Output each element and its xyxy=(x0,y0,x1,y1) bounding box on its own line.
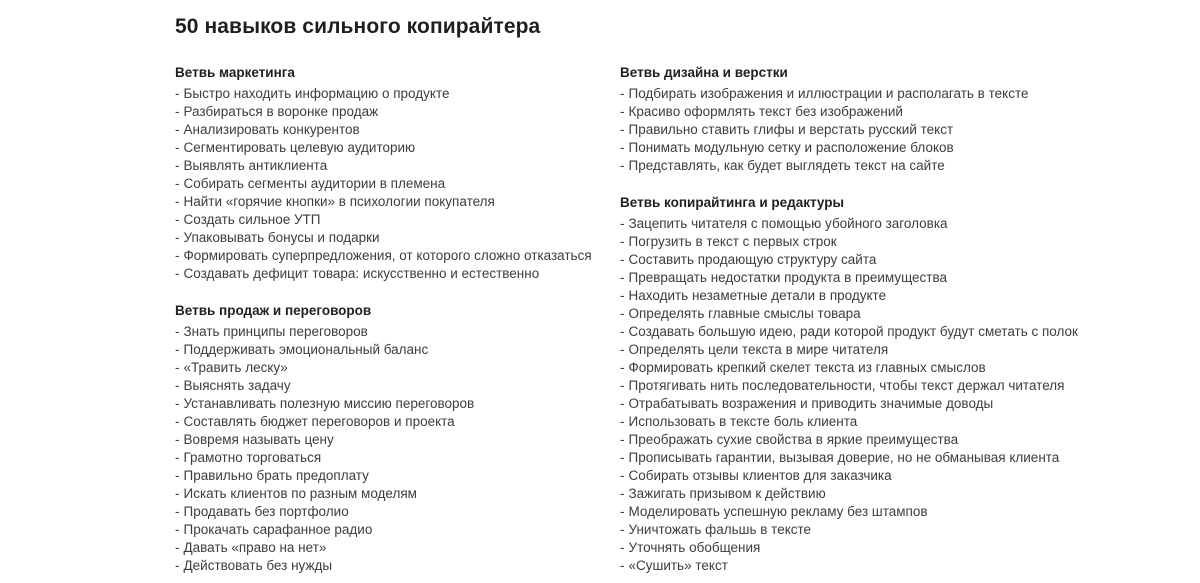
skill-item xyxy=(620,85,1180,103)
list-dash-marker: - xyxy=(620,216,625,231)
skill-item xyxy=(175,211,620,229)
skill-item xyxy=(175,485,620,503)
list-dash-marker: - xyxy=(175,522,180,537)
list-dash-marker: - xyxy=(620,324,625,339)
skill-item-text: Правильно брать предоплату xyxy=(183,468,369,483)
list-dash-marker: - xyxy=(620,270,625,285)
skill-item-text: Создавать дефицит товара: искусственно и естественно xyxy=(183,266,540,281)
skill-item-text: Выяснять задачу xyxy=(183,378,291,393)
skill-item xyxy=(175,449,620,467)
list-dash-marker: - xyxy=(175,248,180,263)
list-dash-marker: - xyxy=(620,104,625,119)
skill-item xyxy=(620,269,1180,287)
list-dash-marker: - xyxy=(620,450,625,465)
skill-item xyxy=(620,395,1180,413)
skill-item xyxy=(175,521,620,539)
skill-section xyxy=(175,65,620,283)
list-dash-marker: - xyxy=(620,288,625,303)
list-dash-marker: - xyxy=(620,86,625,101)
list-dash-marker: - xyxy=(620,486,625,501)
list-dash-marker: - xyxy=(175,230,180,245)
skill-item xyxy=(175,175,620,193)
skill-item-text: Поддерживать эмоциональный баланс xyxy=(183,342,429,357)
skill-item-text: «Травить леску» xyxy=(183,360,288,375)
list-dash-marker: - xyxy=(175,122,180,137)
skill-item-text: Правильно ставить глифы и верстать русский текст xyxy=(628,122,954,137)
skill-item-text: Формировать крепкий скелет текста из главных смыслов xyxy=(628,360,986,375)
skill-item-text: Определять главные смыслы товара xyxy=(628,306,861,321)
list-dash-marker: - xyxy=(175,468,180,483)
skill-item xyxy=(620,233,1180,251)
skill-item xyxy=(620,157,1180,175)
skill-item xyxy=(175,157,620,175)
skill-item xyxy=(175,193,620,211)
list-dash-marker: - xyxy=(175,504,180,519)
skill-section xyxy=(620,195,1180,575)
list-dash-marker: - xyxy=(175,86,180,101)
skill-item xyxy=(620,449,1180,467)
skill-item-text: Преображать сухие свойства в яркие преимущества xyxy=(628,432,959,447)
list-dash-marker: - xyxy=(175,342,180,357)
list-dash-marker: - xyxy=(175,378,180,393)
list-dash-marker: - xyxy=(620,234,625,249)
skill-item xyxy=(175,557,620,575)
list-dash-marker: - xyxy=(620,396,625,411)
skill-item-text: Действовать без нужды xyxy=(183,558,333,573)
list-dash-marker: - xyxy=(620,558,625,573)
skill-item-text: Превращать недостатки продукта в преимущества xyxy=(628,270,948,285)
skill-item xyxy=(620,139,1180,157)
skill-item xyxy=(175,323,620,341)
list-dash-marker: - xyxy=(620,522,625,537)
skill-item xyxy=(620,467,1180,485)
skill-item xyxy=(175,341,620,359)
skill-item xyxy=(620,359,1180,377)
skill-item-text: Вовремя называть цену xyxy=(183,432,334,447)
skill-item xyxy=(620,121,1180,139)
skill-item xyxy=(620,485,1180,503)
skill-list xyxy=(175,85,620,283)
columns-container xyxy=(175,65,1200,575)
skill-item xyxy=(175,103,620,121)
skill-item-text: Составлять бюджет переговоров и проекта xyxy=(183,414,455,429)
list-dash-marker: - xyxy=(175,266,180,281)
skill-item-text: Создавать большую идею, ради которой продукт будут сметать с полок xyxy=(628,324,1078,339)
skill-item-text: Протягивать нить последовательности, чтобы текст держал читателя xyxy=(628,378,1065,393)
column-right xyxy=(620,65,1180,575)
skill-item xyxy=(175,229,620,247)
list-dash-marker: - xyxy=(620,540,625,555)
skill-item xyxy=(620,539,1180,557)
skill-item-text: Прописывать гарантии, вызывая доверие, но не обманывая клиента xyxy=(628,450,1060,465)
skill-section xyxy=(620,65,1180,175)
skill-item-text: Составить продающую структуру сайта xyxy=(628,252,877,267)
section-heading: Ветвь продаж и переговоров xyxy=(175,303,372,318)
section-heading: Ветвь дизайна и верстки xyxy=(620,65,788,80)
list-dash-marker: - xyxy=(175,176,180,191)
section-heading: Ветвь копирайтинга и редактуры xyxy=(620,195,845,210)
skill-item xyxy=(175,431,620,449)
skill-item-text: Зажигать призывом к действию xyxy=(628,486,826,501)
list-dash-marker: - xyxy=(175,104,180,119)
skill-item xyxy=(175,139,620,157)
skill-item xyxy=(620,323,1180,341)
list-dash-marker: - xyxy=(620,468,625,483)
skill-item xyxy=(620,305,1180,323)
list-dash-marker: - xyxy=(175,324,180,339)
list-dash-marker: - xyxy=(620,140,625,155)
skill-section xyxy=(175,303,620,575)
skill-list xyxy=(175,323,620,575)
skill-item-text: Собирать сегменты аудитории в племена xyxy=(183,176,446,191)
column-left xyxy=(175,65,620,575)
list-dash-marker: - xyxy=(620,414,625,429)
skill-item xyxy=(175,503,620,521)
skill-item xyxy=(620,503,1180,521)
skill-item xyxy=(620,521,1180,539)
skill-item xyxy=(175,467,620,485)
skill-item-text: Находить незаметные детали в продукте xyxy=(628,288,887,303)
list-dash-marker: - xyxy=(620,122,625,137)
skill-item-text: Выявлять антиклиента xyxy=(183,158,328,173)
list-dash-marker: - xyxy=(175,212,180,227)
list-dash-marker: - xyxy=(175,396,180,411)
skill-item-text: Продавать без портфолио xyxy=(183,504,349,519)
skill-item-text: Отрабатывать возражения и приводить значимые доводы xyxy=(628,396,994,411)
skill-item-text: Найти «горячие кнопки» в психологии покупателя xyxy=(183,194,495,209)
skill-item xyxy=(620,431,1180,449)
skill-list xyxy=(620,85,1180,175)
list-dash-marker: - xyxy=(620,432,625,447)
skill-item xyxy=(620,251,1180,269)
list-dash-marker: - xyxy=(620,158,625,173)
skill-list xyxy=(620,215,1180,575)
list-dash-marker: - xyxy=(620,378,625,393)
skill-item xyxy=(175,247,620,265)
skill-item-text: Определять цели текста в мире читателя xyxy=(628,342,889,357)
list-dash-marker: - xyxy=(175,414,180,429)
list-dash-marker: - xyxy=(620,504,625,519)
skill-item xyxy=(620,287,1180,305)
list-dash-marker: - xyxy=(175,158,180,173)
skill-item-text: Устанавливать полезную миссию переговоров xyxy=(183,396,475,411)
skill-item-text: Знать принципы переговоров xyxy=(183,324,368,339)
skill-item-text: Прокачать сарафанное радио xyxy=(183,522,373,537)
page-title: 50 навыков сильного копирайтера xyxy=(175,15,541,38)
skill-item xyxy=(620,103,1180,121)
skill-item xyxy=(175,539,620,557)
skill-item xyxy=(620,341,1180,359)
skill-item-text: Разбираться в воронке продаж xyxy=(183,104,379,119)
section-heading: Ветвь маркетинга xyxy=(175,65,295,80)
skill-item xyxy=(175,85,620,103)
list-dash-marker: - xyxy=(175,450,180,465)
skill-item-text: Грамотно торговаться xyxy=(183,450,322,465)
skill-item-text: Формировать суперпредложения, от которого сложно отказаться xyxy=(183,248,592,263)
list-dash-marker: - xyxy=(175,432,180,447)
skill-item-text: Сегментировать целевую аудиторию xyxy=(183,140,416,155)
list-dash-marker: - xyxy=(175,558,180,573)
list-dash-marker: - xyxy=(620,306,625,321)
skill-item-text: Создать сильное УТП xyxy=(183,212,321,227)
list-dash-marker: - xyxy=(175,140,180,155)
skill-item-text: Представлять, как будет выглядеть текст на сайте xyxy=(628,158,945,173)
list-dash-marker: - xyxy=(175,486,180,501)
skill-item-text: Анализировать конкурентов xyxy=(183,122,360,137)
skill-item xyxy=(620,377,1180,395)
skill-item-text: Уничтожать фальшь в тексте xyxy=(628,522,812,537)
list-dash-marker: - xyxy=(620,360,625,375)
skill-item-text: Понимать модульную сетку и расположение блоков xyxy=(628,140,954,155)
skill-item-text: Упаковывать бонусы и подарки xyxy=(183,230,380,245)
skill-item xyxy=(175,265,620,283)
skill-item-text: Использовать в тексте боль клиента xyxy=(628,414,858,429)
skill-item xyxy=(175,413,620,431)
skill-item xyxy=(620,413,1180,431)
skill-item-text: Подбирать изображения и иллюстрации и располагать в тексте xyxy=(628,86,1029,101)
skill-item-text: «Сушить» текст xyxy=(628,558,728,573)
skill-item-text: Зацепить читателя с помощью убойного заголовка xyxy=(628,216,948,231)
skill-item xyxy=(620,557,1180,575)
skill-item-text: Погрузить в текст с первых строк xyxy=(628,234,837,249)
skill-item-text: Уточнять обобщения xyxy=(628,540,761,555)
list-dash-marker: - xyxy=(175,540,180,555)
list-dash-marker: - xyxy=(620,252,625,267)
list-dash-marker: - xyxy=(620,342,625,357)
skill-item-text: Красиво оформлять текст без изображений xyxy=(628,104,903,119)
skill-item xyxy=(175,377,620,395)
list-dash-marker: - xyxy=(175,360,180,375)
skill-item-text: Давать «право на нет» xyxy=(183,540,327,555)
skill-item-text: Искать клиентов по разным моделям xyxy=(183,486,417,501)
skill-item xyxy=(175,395,620,413)
skill-item-text: Быстро находить информацию о продукте xyxy=(183,86,450,101)
skill-item xyxy=(175,359,620,377)
list-dash-marker: - xyxy=(175,194,180,209)
skill-item-text: Собирать отзывы клиентов для заказчика xyxy=(628,468,892,483)
skill-item xyxy=(175,121,620,139)
skill-item-text: Моделировать успешную рекламу без штампов xyxy=(628,504,928,519)
skill-item xyxy=(620,215,1180,233)
